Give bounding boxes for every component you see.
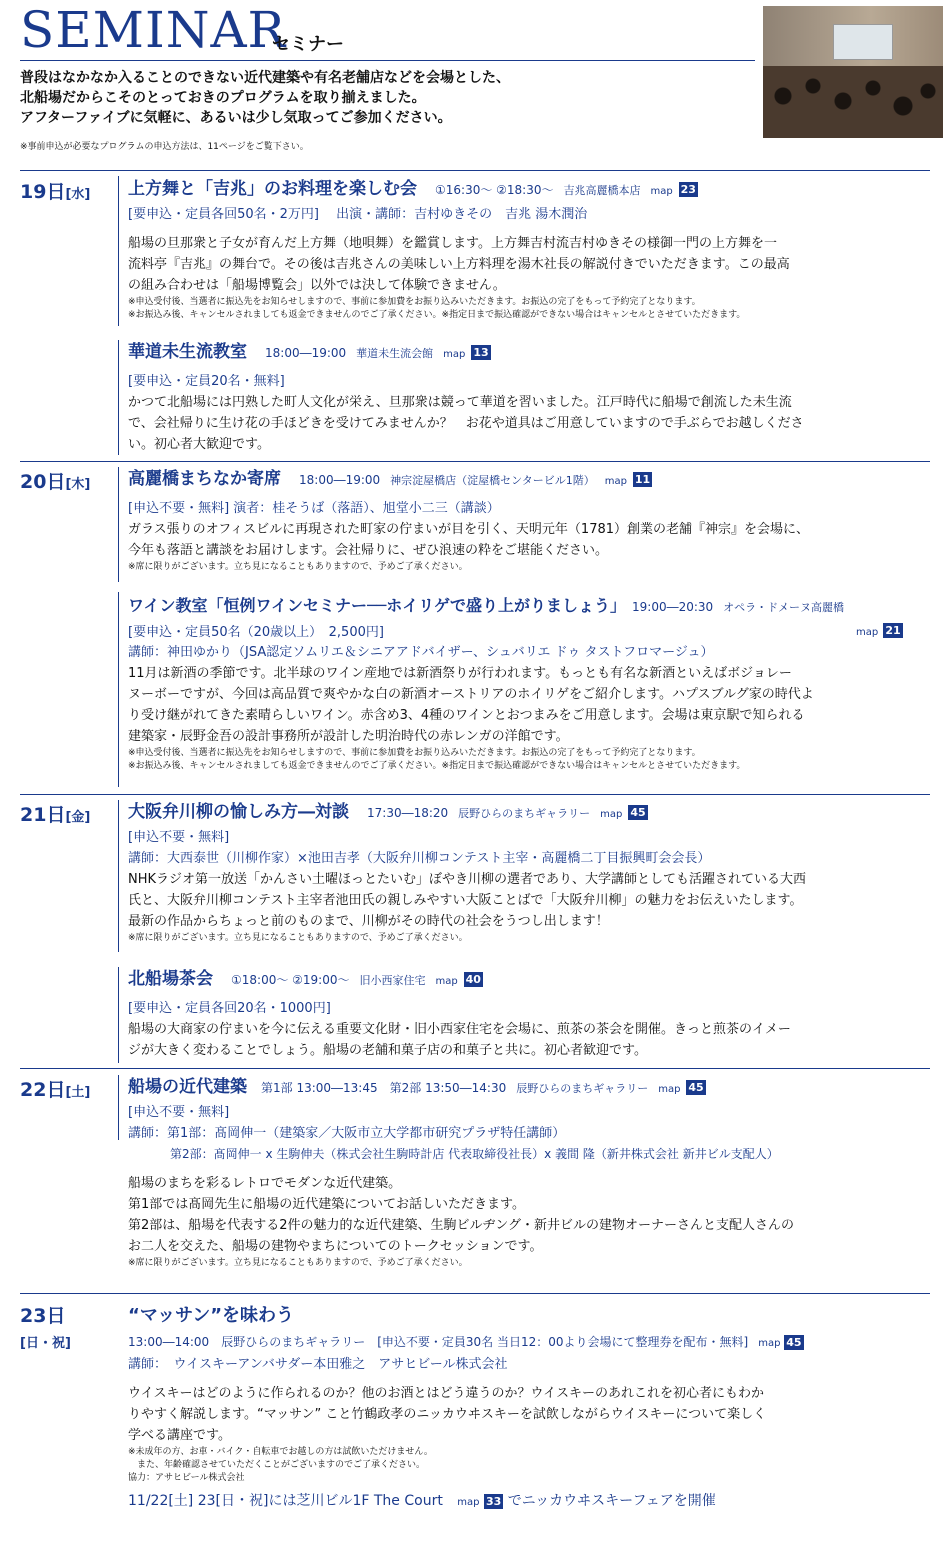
event-body [128, 519, 918, 561]
date-23 [20, 1302, 71, 1358]
header [0, 0, 947, 150]
event-body [128, 663, 928, 747]
body-line: 最新の作品からちょっと前のものまで、川柳がその時代の社会をうつし出します！ [128, 914, 609, 929]
body-line: で、会社帰りに生け花の手ほどきを受けてみませんか？ お花や道具はご用意していますので手ぶらでお越しくださ [128, 416, 804, 431]
event-wine [128, 594, 928, 773]
event-bar [118, 340, 119, 455]
date-weekday: [水] [65, 187, 91, 202]
event-bar [118, 592, 119, 787]
event-notes [128, 296, 918, 322]
event-conditions: [申込不要・定員30名 当日12：00より会場にて整理券を配布・無料] [377, 1335, 749, 1349]
date-day: 19日 [20, 181, 66, 203]
event-lecturer: 講師： ウイスキーアンバサダー本田雅之 アサヒビール株式会社 [128, 1357, 508, 1372]
fair-announcement [128, 1491, 928, 1513]
date-divider [20, 461, 930, 462]
date-divider [20, 1068, 930, 1069]
map-number: 40 [465, 972, 481, 986]
body-line: 流料亭『吉兆』の舞台で。その後は吉兆さんの美味しい上方料理を湯木社長の解説付きでいただきます。この最高 [128, 257, 790, 272]
event-chakai [128, 967, 918, 1061]
event-title: 華道未生流教室 [128, 342, 247, 362]
map-label: map [650, 186, 673, 197]
photo-audience [763, 66, 943, 138]
event-notes [128, 1446, 928, 1485]
event-lecturer: 講師：大西泰世（川柳作家）×池田吉孝（大阪弁川柳コンテスト主宰・高麗橋二丁目振興町会会長） [128, 851, 711, 866]
photo-screen [833, 24, 893, 60]
date-day: 20日 [20, 471, 66, 493]
event-lecturer: 講師：神田ゆかり（JSA認定ソムリエ＆シニアアドバイザー、シュバリエ ドゥ タストフロマージュ） [128, 645, 714, 660]
event-venue: 旧小西家住宅 [359, 974, 426, 987]
date-22 [20, 1075, 90, 1102]
event-notes [128, 932, 938, 945]
event-title: 大阪弁川柳の愉しみ方―対談 [128, 802, 349, 822]
note-line: ※お振込み後、キャンセルされましても返金できませんのでご了承ください。※指定日まで振込確認ができない場合はキャンセルとさせていただきます。 [128, 310, 746, 320]
intro-line: 北船場だからこそのとっておきのプログラムを取り揃えました。 [20, 90, 426, 106]
event-body [128, 1383, 928, 1446]
note-line: 協力：アサヒビール株式会社 [128, 1473, 245, 1483]
event-body [128, 1019, 918, 1061]
event-body [128, 233, 918, 296]
event-bar [118, 967, 119, 1063]
body-line: 氏と、大阪弁川柳コンテスト主宰者池田氏の親しみやすい大阪ことばで「大阪弁川柳」の魅力をお伝えいたします。 [128, 893, 803, 908]
date-divider [20, 794, 930, 795]
note-line: ※席に限りがございます。立ち見になることもありますので、予めご了承ください。 [128, 562, 468, 572]
note-line: ※席に限りがございます。立ち見になることもありますので、予めご了承ください。 [128, 933, 468, 943]
event-venue: 吉兆高麗橋本店 [563, 184, 641, 197]
event-title: 船場の近代建築 [128, 1077, 247, 1097]
event-lecturer-2: 第2部：髙岡伸一 x 生駒伸夫（株式会社生駒時計店 代表取締役社長）x 義間 隆（新井株式会社 新井ビル支配人） [170, 1147, 779, 1161]
event-venue: 辰野ひらのまちギャラリー [221, 1335, 366, 1349]
map-label: map [604, 476, 627, 487]
event-conditions: [申込不要・無料] [128, 1105, 230, 1120]
note-line: また、年齢確認させていただくことがございますのでご了承ください。 [128, 1460, 426, 1470]
date-weekday: [金] [65, 810, 91, 825]
note-line: ※申込受付後、当選者に振込先をお知らせしますので、事前に参加費をお振り込みいただきます。お振込の完了をもって予約完了となります。 [128, 748, 701, 758]
map-number: 13 [473, 345, 489, 359]
event-bar [118, 467, 119, 582]
event-venue: 神宗淀屋橋店（淀屋橋センタービル1階） [390, 474, 595, 487]
event-notes [128, 747, 928, 773]
body-line: ガラス張りのオフィスビルに再現された町家の佇まいが目を引く、天明元年（1781）創業の老舗『神宗』を会場に、 [128, 522, 810, 537]
fair-text: 11/22[土] 23[日・祝]には芝川ビル1F The Court [128, 1493, 443, 1509]
event-bar [118, 1075, 119, 1140]
body-line: 学べる講座です。 [128, 1428, 231, 1443]
date-day: 22日 [20, 1079, 66, 1101]
event-title: 上方舞と「吉兆」のお料理を楽しむ会 [128, 179, 417, 199]
date-weekday: [土] [65, 1085, 91, 1100]
body-line: 船場の大商家の佇まいを今に伝える重要文化財・旧小西家住宅を会場に、煎茶の茶会を開催。きっと煎茶のイメー [128, 1022, 791, 1037]
date-20 [20, 467, 90, 494]
body-line: ジが大きく変わることでしょう。船場の老舗和菓子店の和菓子と共に。初心者歓迎です。 [128, 1043, 647, 1058]
map-number: 45 [688, 1080, 704, 1094]
event-conditions: [要申込・定員50名（20歳以上） 2,500円] [128, 625, 384, 640]
event-body [128, 869, 938, 932]
body-line: 今年も落語と講談をお届けします。会社帰りに、ぜひ浪速の粋をご堪能ください。 [128, 543, 608, 558]
event-architecture [128, 1075, 928, 1270]
page-title: SEMINAR [20, 1, 287, 59]
map-number: 11 [634, 472, 651, 486]
map-label: map [457, 1497, 480, 1508]
event-title: 北船場茶会 [128, 969, 213, 989]
event-time: ①16:30〜 ②18:30〜 [435, 183, 554, 197]
event-body [128, 392, 918, 455]
event-time: 第1部 13:00―13:45 第2部 13:50―14:30 [261, 1081, 507, 1095]
body-line: お二人を交えた、船場の建物やまちについてのトークセッションです。 [128, 1239, 543, 1254]
event-time: 19:00―20:30 [632, 600, 714, 614]
map-number: 45 [786, 1336, 802, 1349]
page-subtitle: セミナー [272, 34, 344, 55]
note-line: ※申込受付後、当選者に振込先をお知らせしますので、事前に参加費をお振り込みいただきます。お振込の完了をもって予約完了となります。 [128, 297, 701, 307]
event-title: ワイン教室「恒例ワインセミナー──ホイリゲで盛り上がりましょう」 [128, 596, 626, 615]
event-time: 18:00―19:00 [299, 473, 381, 487]
event-body [128, 1173, 928, 1257]
event-bar [118, 800, 119, 952]
body-line: 第1部では髙岡先生に船場の近代建築についてお話しいただきます。 [128, 1197, 525, 1212]
fair-text-suffix: でニッカウヰスキーフェアを開催 [507, 1493, 716, 1509]
event-time: 18:00―19:00 [265, 346, 347, 360]
body-line: NHKラジオ第一放送「かんさい土曜ほっとたいむ」ぼやき川柳の選者であり、大学講師としても活躍されている大西 [128, 872, 807, 887]
event-yose [128, 467, 918, 574]
body-line: 建築家・辰野金吾の設計事務所が設計した明治時代の赤レンガの洋館です。 [128, 729, 569, 744]
date-19 [20, 177, 90, 204]
note-line: ※席に限りがございます。立ち見になることもありますので、予めご了承ください。 [128, 1258, 468, 1268]
map-label: map [435, 976, 458, 987]
body-line: の組み合わせは「船場博覧会」以外では決して体験できません。 [128, 278, 506, 293]
event-time: 13:00―14:00 [128, 1335, 210, 1349]
date-day: 21日 [20, 804, 66, 826]
body-line: 11月は新酒の季節です。北半球のワイン産地では新酒祭りが行われます。もっとも有名な新酒といえばボジョレー [128, 666, 792, 681]
event-senryu [128, 800, 938, 945]
map-label: map [600, 809, 623, 820]
event-map [846, 620, 903, 639]
note-line: ※未成年の方、お車・バイク・自転車でお越しの方は試飲いただけません。 [128, 1447, 433, 1457]
date-weekday: [日・祝] [20, 1336, 71, 1351]
event-time: ①18:00〜 ②19:00〜 [231, 973, 350, 987]
date-divider [20, 1293, 930, 1294]
event-bar [118, 176, 119, 326]
event-venue: 辰野ひらのまちギャラリー [516, 1082, 649, 1095]
event-kado [128, 340, 918, 455]
event-conditions: [要申込・定員20名・無料] [128, 374, 285, 389]
body-line: 第2部は、船場を代表する2件の魅力的な近代建築、生駒ビルヂング・新井ビルの建物オーナーさんと支配人さんの [128, 1218, 795, 1233]
body-line: りやすく解説します。“マッサン” こと竹鶴政孝のニッカウヰスキーを試飲しながらウイスキーについて楽しく [128, 1407, 767, 1422]
map-label: map [856, 627, 879, 638]
event-conditions: [申込不要・無料] 演者：桂そうば（落語）、旭堂小二三（講談） [128, 501, 500, 516]
intro-note: ※事前申込が必要なプログラムの申込方法は、11ページをご覧下さい。 [20, 142, 309, 152]
event-title: 高麗橋まちなか寄席 [128, 469, 281, 489]
intro-line: アフターファイブに気軽に、あるいは少し気取ってご参加ください。 [20, 110, 452, 126]
body-line: 船場の旦那衆と子女が育んだ上方舞（地唄舞）を鑑賞します。上方舞吉村流吉村ゆきその様御一門の上方舞を一 [128, 236, 777, 251]
event-conditions: [申込不要・無料] [128, 830, 230, 845]
event-venue: 辰野ひらのまちギャラリー [458, 807, 591, 820]
intro-text [20, 68, 510, 128]
body-line: 船場のまちを彩るレトロでモダンな近代建築。 [128, 1176, 402, 1191]
seminar-photo [763, 6, 943, 138]
event-title: “マッサン”を味わう [128, 1305, 295, 1326]
body-line: ヌーボーですが、今回は高品質で爽やかな白の新酒オーストリアのホイリゲをご紹介します。ハプスブルグ家の時代よ [128, 687, 814, 702]
event-conditions: [要申込・定員各回50名・2万円] 出演・講師：吉村ゆきその 吉兆 湯木潤治 [128, 207, 588, 222]
event-notes [128, 561, 918, 574]
event-kamigata-mai [128, 177, 918, 322]
event-conditions: [要申込・定員各回20名・1000円] [128, 1001, 331, 1016]
event-lecturer: 講師：第1部：髙岡伸一（建築家／大阪市立大学都市研究プラザ特任講師） [128, 1126, 566, 1141]
date-weekday: [木] [65, 477, 91, 492]
body-line: い。初心者大歓迎です。 [128, 437, 270, 452]
body-line: かつて北船場には円熟した町人文化が栄え、旦那衆は競って華道を習いました。江戸時代に船場で創流した未生流 [128, 395, 792, 410]
body-line: ウイスキーはどのように作られるのか？他のお酒とはどう違うのか？ウイスキーのあれこれを初心者にもわか [128, 1386, 764, 1401]
map-number: 33 [485, 1494, 502, 1508]
event-venue: オペラ・ドメーヌ高麗橋 [723, 601, 845, 614]
title-divider [20, 60, 755, 61]
map-number: 23 [680, 182, 696, 196]
event-notes [128, 1257, 928, 1270]
event-massan [128, 1304, 928, 1513]
map-label: map [443, 349, 466, 360]
note-line: ※お振込み後、キャンセルされましても返金できませんのでご了承ください。※指定日まで振込確認ができない場合はキャンセルとさせていただきます。 [128, 761, 746, 771]
date-day: 23日 [20, 1305, 66, 1327]
body-line: り受け継がれてきた素晴らしいワイン。赤含め3、4種のワインとおつまみをご用意します。会場は東京駅で知られる [128, 708, 805, 723]
date-21 [20, 800, 90, 827]
map-number: 21 [885, 624, 901, 637]
map-label: map [758, 1338, 781, 1349]
map-number: 45 [630, 805, 646, 819]
date-divider [20, 170, 930, 171]
event-time: 17:30―18:20 [367, 806, 449, 820]
intro-line: 普段はなかなか入ることのできない近代建築や有名老舗店などを会場とした、 [20, 70, 510, 86]
event-venue: 華道未生流会館 [356, 347, 434, 360]
map-label: map [658, 1084, 681, 1095]
